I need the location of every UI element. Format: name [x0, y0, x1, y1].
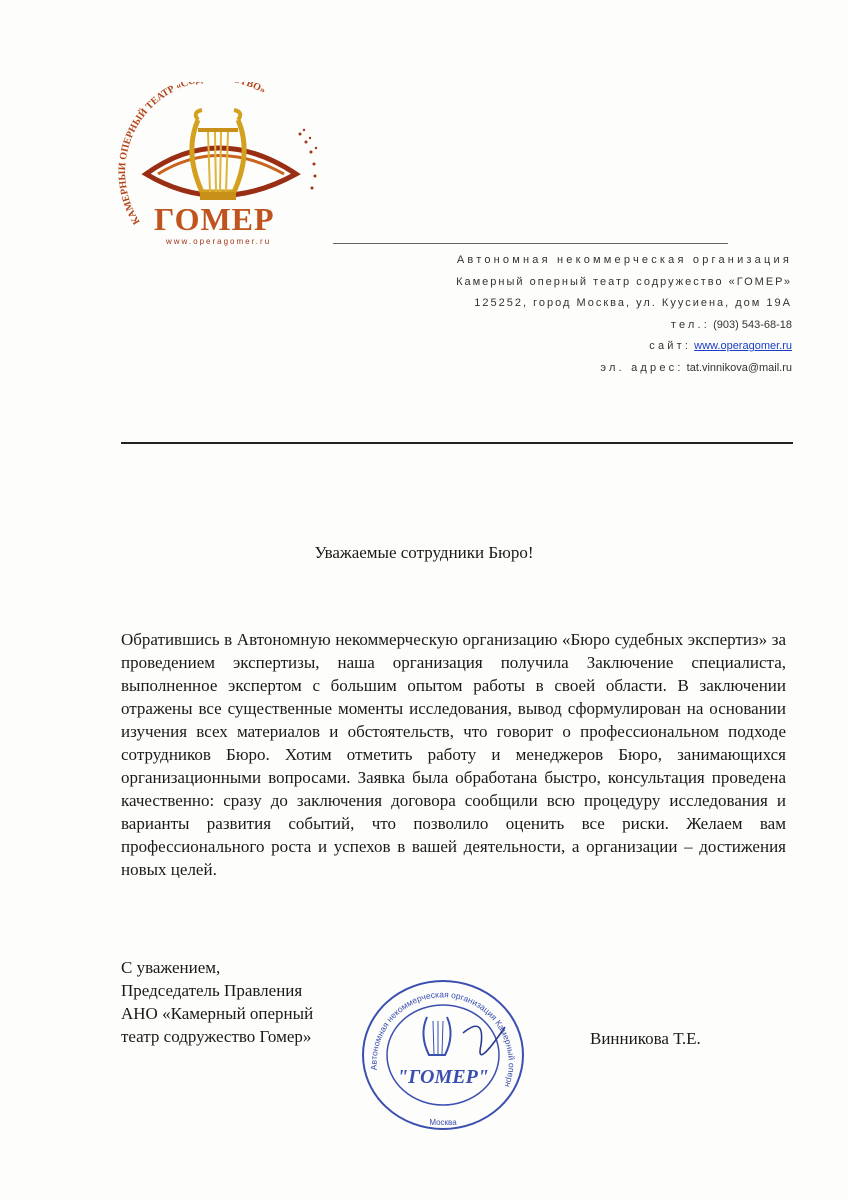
organization-info [456, 250, 792, 379]
org-name: Камерный оперный театр содружество «ГОМЕР» [456, 275, 792, 288]
organization-stamp [355, 975, 530, 1135]
org-email [456, 358, 792, 380]
lyre-eye-icon [118, 82, 328, 252]
phone-value: (903) 543-68-18 [713, 318, 792, 331]
closing-line: Председатель Правления [121, 981, 303, 1000]
signer-name: Винникова Т.Е. [590, 1029, 701, 1048]
letter-body: Обратившись в Автономную некоммерческую организацию «Бюро судебных экспертиз» за проведением экспертизы, наша организация получила Заключение специалиста, выполненное экспертом с большим опытом работы в своей области. В заключении отражены все существенные моменты исследования, вывод сформулирован на основании изучения всех материалов и обстоятельств, что говорит о профессиональном подходе сотрудников Бюро. Хотим отметить работу и менеджеров Бюро, занимающихся организационными вопросами. Заявка была обработана быстро, консультация проведена качественно: сразу до заключения договора сообщили всю процедуру исследования и варианты развития событий, что позволило оценить все риски. Желаем вам профессионального роста и успехов в вашей деятельности, а организации – достижения новых целей. [121, 630, 786, 879]
org-phone [456, 315, 792, 337]
stamp-seal-icon [355, 975, 530, 1135]
logo-site: www.operagomer.ru [166, 237, 272, 246]
header-divider [333, 243, 728, 244]
phone-label: тел.: [670, 318, 711, 331]
org-site [456, 336, 792, 358]
closing-line: АНО «Камерный оперный [121, 1004, 314, 1023]
letterhead-rule [121, 442, 793, 444]
email-label: эл. адрес: [600, 361, 684, 374]
logo-name: ГОМЕР [154, 201, 275, 237]
site-link[interactable]: www.operagomer.ru [694, 340, 792, 352]
stamp-ring-text: Автономная некоммерческая организация Камерный оперн [368, 989, 517, 1089]
closing-block [121, 956, 313, 1048]
closing-line: театр содружество Гомер» [121, 1027, 312, 1046]
theater-logo [118, 82, 328, 252]
site-label: сайт: [649, 340, 692, 352]
stamp-city: Москва [429, 1118, 457, 1127]
logo-ring-text: КАМЕРНЫЙ ОПЕРНЫЙ ТЕАТР «С ТВО» [118, 82, 268, 227]
closing-line: С уважением, [121, 958, 221, 977]
email-value: tat.vinnikova@mail.ru [686, 361, 792, 374]
salutation: Уважаемые сотрудники Бюро! [314, 543, 534, 562]
org-address: 125252, город Москва, ул. Куусиена, дом 19А [474, 297, 792, 309]
stamp-name: "ГОМЕР" [397, 1066, 489, 1088]
org-type: Автономная некоммерческая организация [456, 254, 792, 266]
